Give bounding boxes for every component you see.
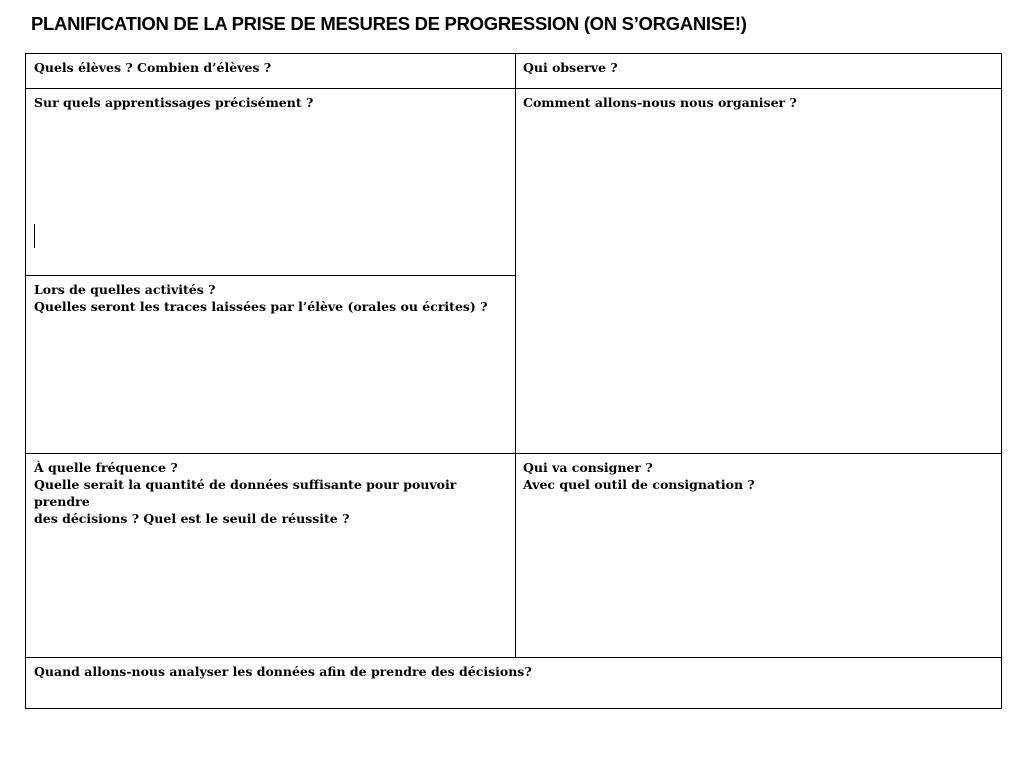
cell-analysis[interactable] <box>26 658 1001 708</box>
cell-learnings-line-1: Sur quels apprentissages précisément ? <box>34 95 314 110</box>
planning-table <box>25 53 1002 709</box>
cell-frequency[interactable] <box>26 454 515 657</box>
cell-organization[interactable] <box>515 89 1001 453</box>
text-cursor <box>34 224 35 248</box>
cell-students-line-1: Quels élèves ? Combien d’élèves ? <box>34 60 272 75</box>
cell-organization-line-1: Comment allons-nous nous organiser ? <box>523 95 797 110</box>
cell-activities-line-2: Quelles seront les traces laissées par l’élève (orales ou écrites) ? <box>34 299 488 314</box>
cell-recording-line-1: Qui va consigner ? <box>523 460 653 475</box>
document-title: PLANIFICATION DE LA PRISE DE MESURES DE PROGRESSION (ON S’ORGANISE!) <box>31 13 747 34</box>
cell-frequency-line-1: À quelle fréquence ? <box>34 460 178 475</box>
cell-analysis-line-1: Quand allons-nous analyser les données afin de prendre des décisions? <box>34 664 532 679</box>
cell-observer[interactable] <box>515 54 1001 88</box>
cell-activities-line-1: Lors de quelles activités ? <box>34 282 216 297</box>
cell-activities[interactable] <box>26 276 515 453</box>
cell-students[interactable] <box>26 54 515 88</box>
cell-frequency-line-2: Quelle serait la quantité de données suffisante pour pouvoir prendre <box>34 477 457 509</box>
cell-recording[interactable] <box>515 454 1001 657</box>
cell-observer-line-1: Qui observe ? <box>523 60 618 75</box>
cell-learnings[interactable] <box>26 89 515 275</box>
cell-recording-line-2: Avec quel outil de consignation ? <box>523 477 755 492</box>
cell-frequency-line-3: des décisions ? Quel est le seuil de réussite ? <box>34 511 350 526</box>
